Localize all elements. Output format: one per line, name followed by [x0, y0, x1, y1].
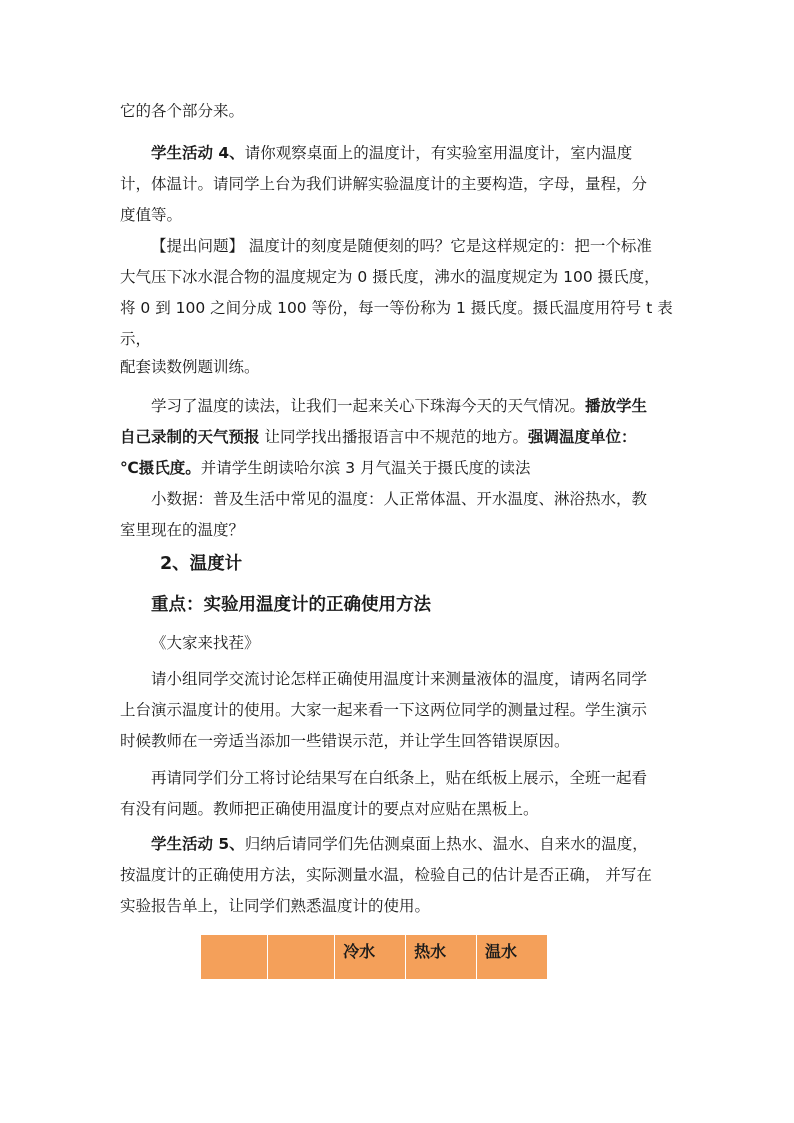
table-cell [201, 935, 268, 980]
table-cell [268, 935, 335, 980]
table-cell-cold-water: 冷水 [335, 935, 406, 980]
paragraph-weather: 学习了温度的读法，让我们一起来关心下珠海今天的天气情况。播放学生 自己录制的天气预报 让同学找出播报语言中不规范的地方。强调温度单位： ℃摄氏度。并请学生朗读哈尔滨 3 月气温关于摄氏度的读法 [120, 397, 648, 477]
activity-title: 《大家来找茬》 [151, 634, 260, 652]
paragraph-reading-practice: 配套读数例题训练。 [120, 358, 260, 376]
paragraph-activity-5: 学生活动 5、归纳后请同学们先估测桌面上热水、温水、自来水的温度， 按温度计的正确使用方法，实际测量水温，检验自己的估计是否正确， 并写在 实验报告单上，让同学们熟悉温度计的使用。 [120, 835, 652, 915]
paragraph-group-discussion: 请小组同学交流讨论怎样正确使用温度计来测量液体的温度，请两名同学 上台演示温度计的使用。大家一起来看一下这两位同学的测量过程。学生演示 时候教师在一旁适当添加一些错误示范，并让学生回答错误原因。 [120, 670, 648, 750]
paragraph-small-data: 小数据：普及生活中常见的温度：人正常体温、开水温度、淋浴热水，教 室里现在的温度？ [120, 490, 648, 539]
table-row [201, 935, 548, 980]
activity-4-label: 学生活动 4、 [151, 144, 245, 162]
water-temperature-table [200, 934, 548, 980]
table-cell-hot-water: 热水 [406, 935, 477, 980]
section-heading-thermometer: 2、温度计 [160, 554, 243, 574]
paragraph-display-results: 再请同学们分工将讨论结果写在白纸条上，贴在纸板上展示，全班一起看 有没有问题。教师把正确使用温度计的要点对应贴在黑板上。 [120, 769, 648, 818]
paragraph-activity-4: 学生活动 4、请你观察桌面上的温度计，有实验室用温度计，室内温度 计，体温计。请同学上台为我们讲解实验温度计的主要构造，字母，量程，分 度值等。 [120, 144, 648, 224]
paragraph-intro: 它的各个部分来。 [120, 102, 245, 120]
key-point-heading: 重点：实验用温度计的正确使用方法 [151, 595, 431, 615]
paragraph-question: 【提出问题】 温度计的刻度是随便刻的吗？它是这样规定的：把一个标准 大气压下冰水混合物的温度规定为 0 摄氏度，沸水的温度规定为 100 摄氏度， 将 0 到 100 之间分成 100 等份，每一等份称为 1 摄氏度。摄氏温度用符号 t 表 示， [120, 237, 673, 348]
table-cell-warm-water: 温水 [477, 935, 548, 980]
activity-5-label: 学生活动 5、 [151, 835, 245, 853]
